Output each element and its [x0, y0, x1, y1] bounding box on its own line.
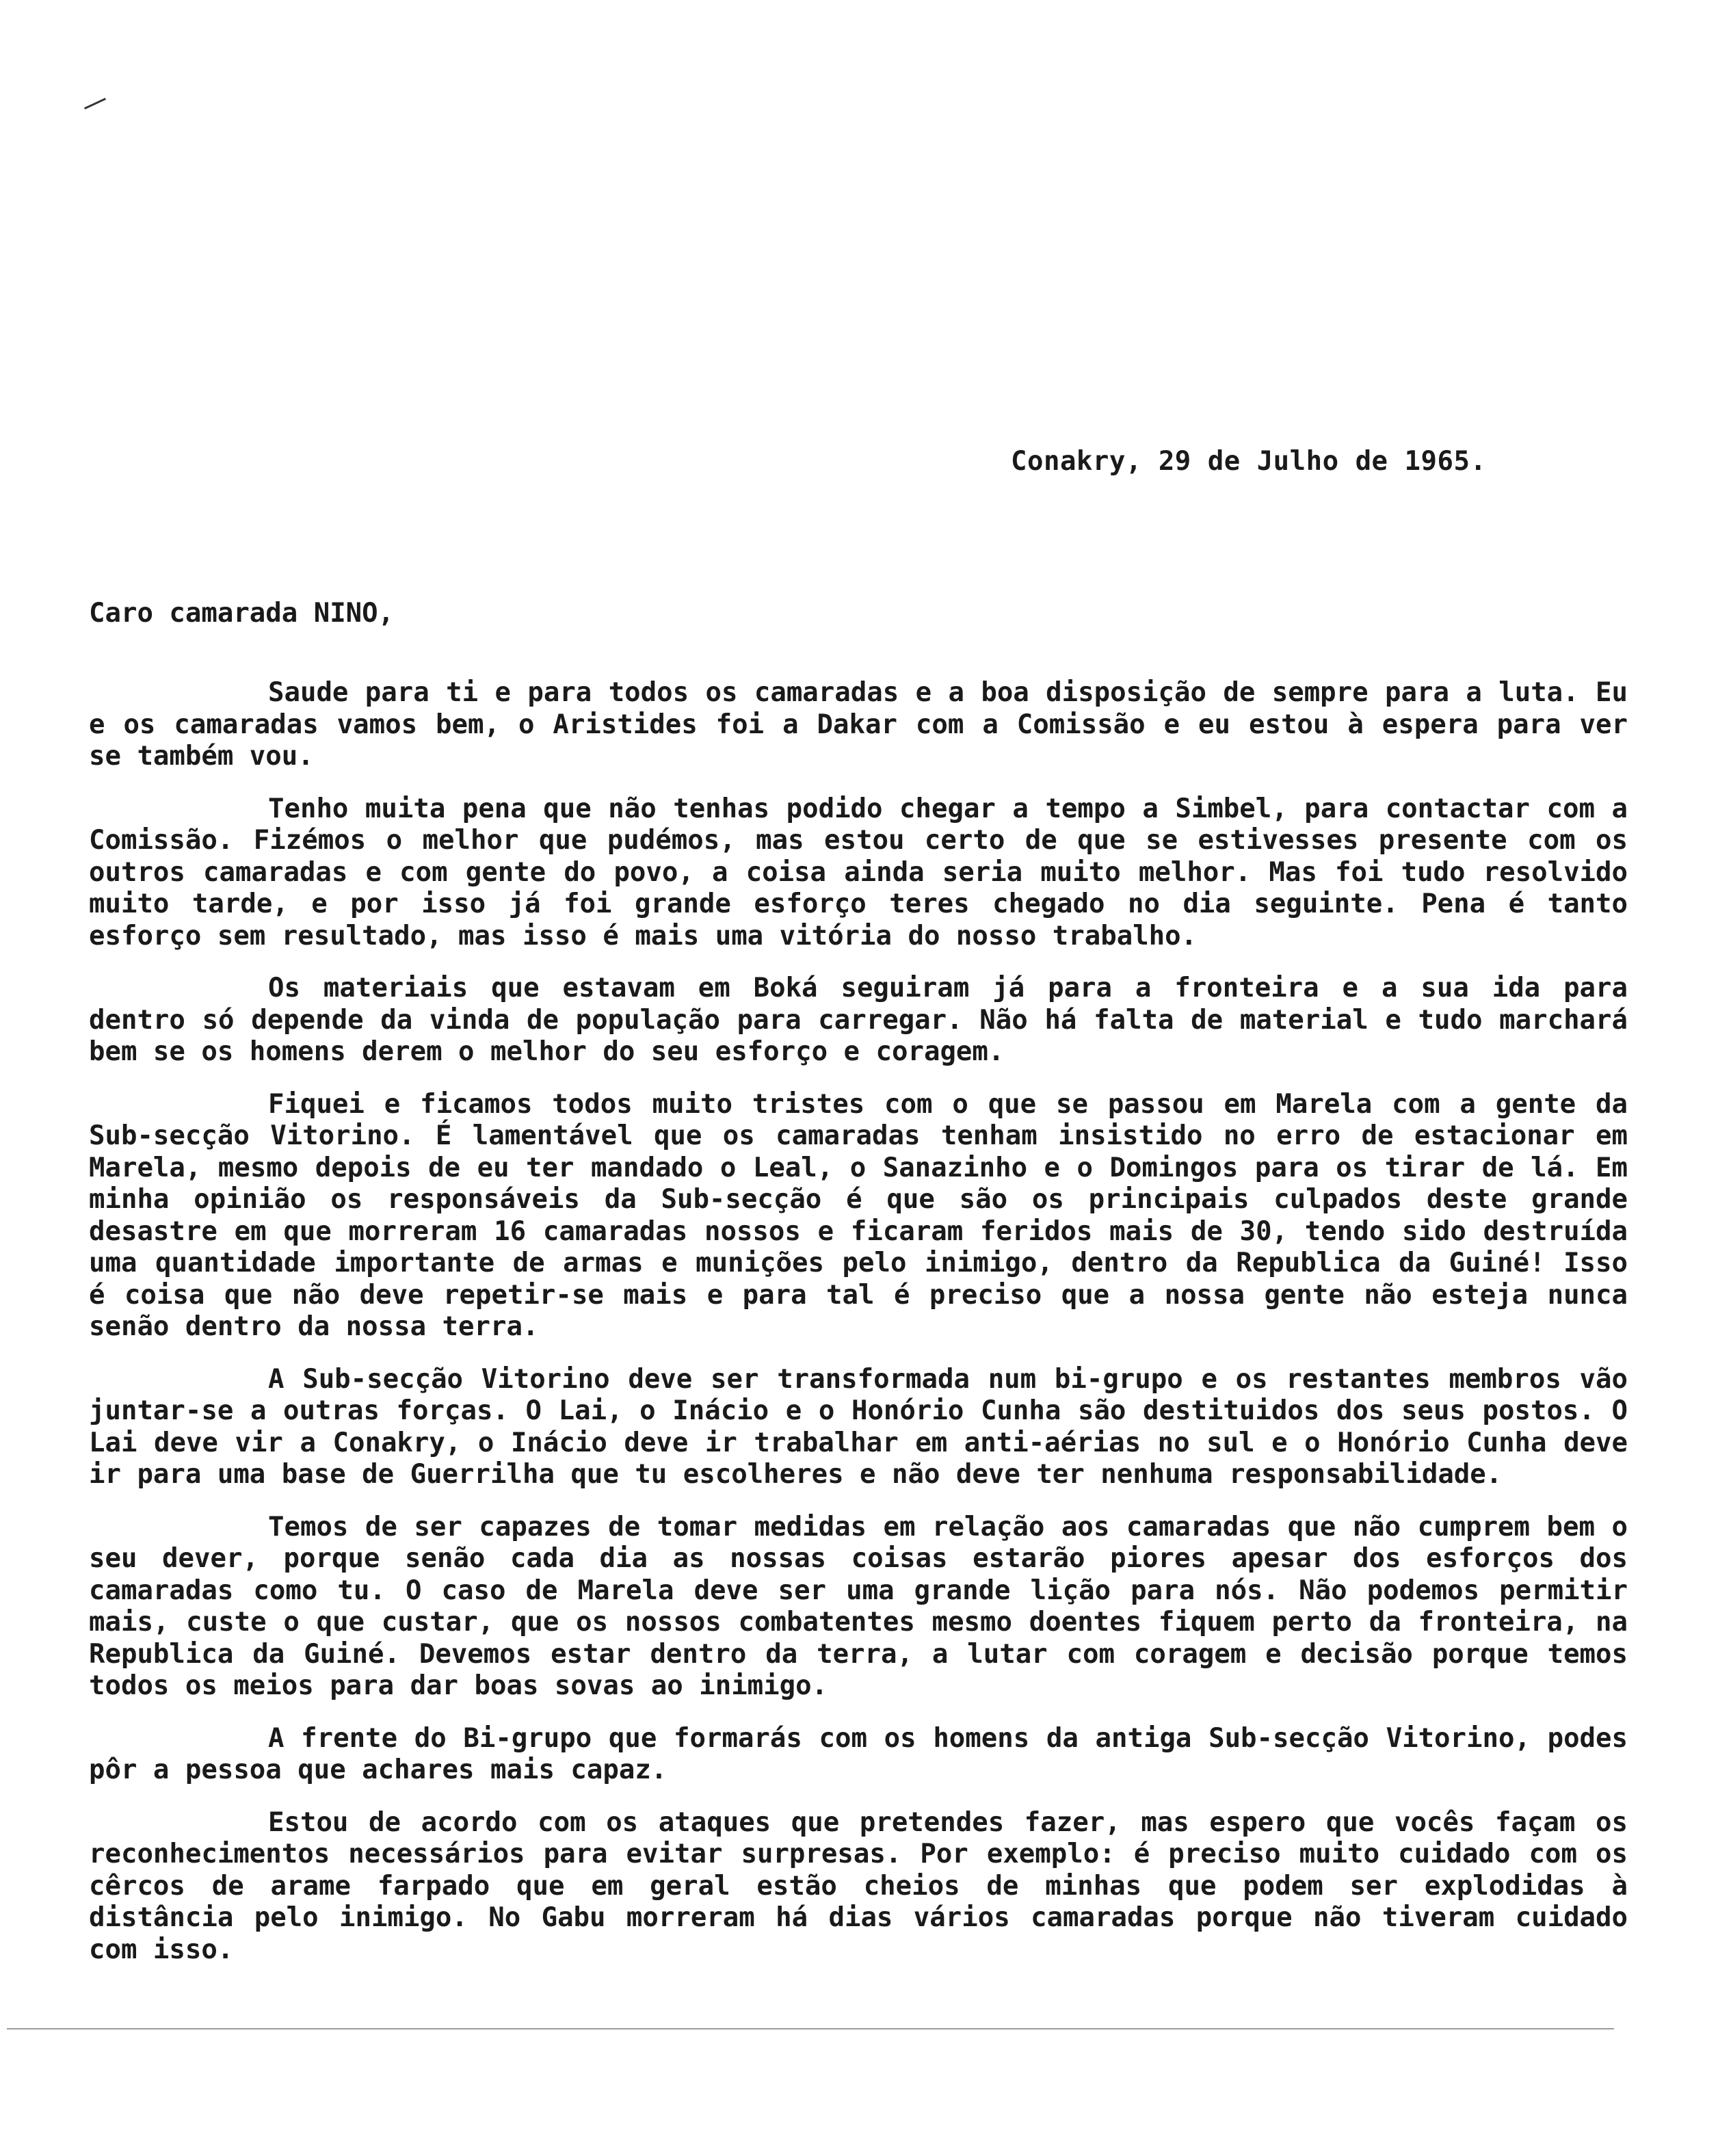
paragraph-attacks: Estou de acordo com os ataques que pretendes fazer, mas espero que vocês façam os reconhecimentos necessários para evitar surpresas. Por exemplo: é preciso muito cuidado com os cêrcos de arame farpado que em geral estão cheios de minhas que podem ser explodidas à distância pelo inimigo. No Gabu morreram há dias vários camaradas porque não tiveram cuidado com isso. — [89, 1806, 1628, 1965]
paragraph-measures: Temos de ser capazes de tomar medidas em relação aos camaradas que não cumprem bem o seu dever, porque senão cada dia as nossas coisas estarão piores apesar dos esforços dos camaradas como tu. O caso de Marela deve ser uma grande lição para nós. Não podemos permitir mais, custe o que custar, que os nossos combatentes mesmo doentes fiquem perto da fronteira, na Republica da Guiné. Devemos estar dentro da terra, a lutar com coragem e decisão porque temos todos os meios para dar boas sovas ao inimigo. — [89, 1511, 1628, 1701]
paragraph-materials: Os materiais que estavam em Boká seguiram já para a fronteira e a sua ida para dentro só depende da vinda de população para carregar. Não há falta de material e tudo marchará bem se os homens derem o melhor do seu esforço e coragem. — [89, 973, 1628, 1067]
paragraph-bigroup: A frente do Bi-grupo que formarás com os homens da antiga Sub-secção Vitorino, podes pôr a pessoa que achares mais capaz. — [89, 1722, 1628, 1785]
letter-salutation: Caro camarada NINO, — [89, 598, 395, 629]
paragraph-greeting: Saude para ti e para todos os camaradas e a boa disposição de sempre para a luta. Eu e os camaradas vamos bem, o Aristides foi a Dakar com a Comissão e eu estou à espera para ver se também vou. — [89, 677, 1628, 772]
letter-body — [89, 677, 1628, 1986]
page-bottom-edge — [7, 2028, 1614, 2029]
letter-date: Conakry, 29 de Julho de 1965. — [1011, 446, 1487, 477]
paragraph-simbel: Tenho muita pena que não tenhas podido chegar a tempo a Simbel, para contactar com a Comissão. Fizémos o melhor que pudémos, mas estou certo de que se estivesses presente com os outros camaradas e com gente do povo, a coisa ainda seria muito melhor. Mas foi tudo resolvido muito tarde, e por isso já foi grande esforço teres chegado no dia seguinte. Pena é tanto esforço sem resultado, mas isso é mais uma vitória do nosso trabalho. — [89, 793, 1628, 951]
paragraph-subsection: A Sub-secção Vitorino deve ser transformada num bi-grupo e os restantes membros vão juntar-se a outras forças. O Lai, o Inácio e o Honório Cunha são destituidos dos seus postos. O Lai deve vir a Conakry, o Inácio deve ir trabalhar em anti-aérias no sul e o Honório Cunha deve ir para uma base de Guerrilha que tu escolheres e não deve ter nenhuma responsabilidade. — [89, 1363, 1628, 1490]
paragraph-marela: Fiquei e ficamos todos muito tristes com o que se passou em Marela com a gente da Sub-secção Vitorino. É lamentável que os camaradas tenham insistido no erro de estacionar em Marela, mesmo depois de eu ter mandado o Leal, o Sanazinho e o Domingos para os tirar de lá. Em minha opinião os responsáveis da Sub-secção é que são os principais culpados deste grande desastre em que morreram 16 camaradas nossos e ficaram feridos mais de 30, tendo sido destruída uma quantidade importante de armas e munições pelo inimigo, dentro da Republica da Guiné! Isso é coisa que não deve repetir-se mais e para tal é preciso que a nossa gente não esteja nunca senão dentro da nossa terra. — [89, 1088, 1628, 1342]
stray-pen-mark — [84, 98, 106, 109]
